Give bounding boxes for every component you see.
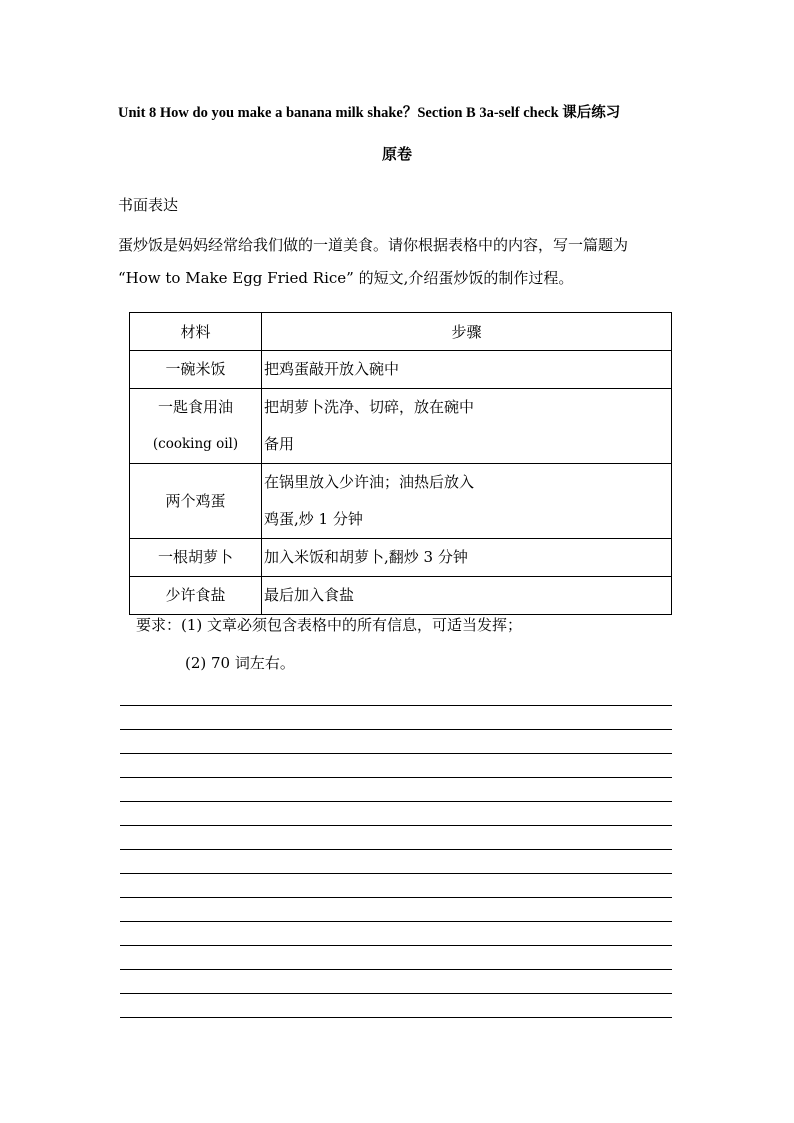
step-line: 最后加入食盐	[264, 586, 355, 604]
answer-line[interactable]	[120, 1017, 672, 1018]
material-cell	[130, 539, 262, 577]
material-line: 一根胡萝卜	[157, 548, 233, 566]
step-line: 加入米饭和胡萝卜,翻炒 3 分钟	[264, 548, 468, 566]
answer-line[interactable]	[120, 801, 672, 802]
answer-line[interactable]	[120, 777, 672, 778]
prompt-line-2: “How to Make Egg Fried Rice” 的短文,介绍蛋炒饭的制作过程。	[118, 269, 574, 287]
step-cell	[262, 389, 672, 464]
material-cell	[130, 577, 262, 615]
step-line: 备用	[264, 435, 295, 453]
material-line: 两个鸡蛋	[165, 491, 226, 510]
answer-line[interactable]	[120, 849, 672, 850]
answer-line[interactable]	[120, 897, 672, 898]
step-cell	[262, 539, 672, 577]
answer-line[interactable]	[120, 993, 672, 994]
header-steps: 步骤	[262, 313, 672, 351]
table-row	[130, 577, 672, 615]
document-title: Unit 8 How do you make a banana milk shake？Section B 3a-self check 课后练习	[118, 105, 621, 121]
answer-line[interactable]	[120, 873, 672, 874]
answer-line[interactable]	[120, 945, 672, 946]
materials-steps-table	[129, 312, 672, 615]
material-cell	[130, 464, 262, 539]
table-row	[130, 464, 672, 539]
material-cell	[130, 351, 262, 389]
step-cell	[262, 351, 672, 389]
section-heading: 书面表达	[118, 196, 179, 214]
document-subtitle: 原卷	[381, 145, 412, 163]
step-line: 鸡蛋,炒 1 分钟	[264, 510, 363, 528]
answer-line[interactable]	[120, 753, 672, 754]
table-row	[130, 389, 672, 464]
step-cell	[262, 577, 672, 615]
header-material: 材料	[130, 313, 262, 351]
material-line: 一匙食用油	[157, 398, 233, 416]
prompt-line-1: 蛋炒饭是妈妈经常给我们做的一道美食。请你根据表格中的内容，写一篇题为	[118, 236, 629, 254]
material-line-english: (cooking oil)	[152, 436, 239, 452]
answer-line[interactable]	[120, 921, 672, 922]
answer-line[interactable]	[120, 705, 672, 706]
table-row	[130, 351, 672, 389]
table-row	[130, 539, 672, 577]
material-line: 少许食盐	[165, 586, 226, 604]
answer-line[interactable]	[120, 825, 672, 826]
table-header-row	[130, 313, 672, 351]
step-cell	[262, 464, 672, 539]
material-line: 一碗米饭	[165, 360, 226, 378]
answer-line[interactable]	[120, 729, 672, 730]
step-line: 把鸡蛋敲开放入碗中	[264, 360, 400, 378]
requirement-line-1: 要求：(1) 文章必须包含表格中的所有信息，可适当发挥；	[136, 616, 523, 634]
answer-line[interactable]	[120, 969, 672, 970]
material-cell	[130, 389, 262, 464]
requirement-line-2: (2) 70 词左右。	[185, 654, 295, 672]
step-line: 把胡萝卜洗净、切碎，放在碗中	[264, 398, 475, 416]
step-line: 在锅里放入少许油；油热后放入	[264, 473, 475, 491]
